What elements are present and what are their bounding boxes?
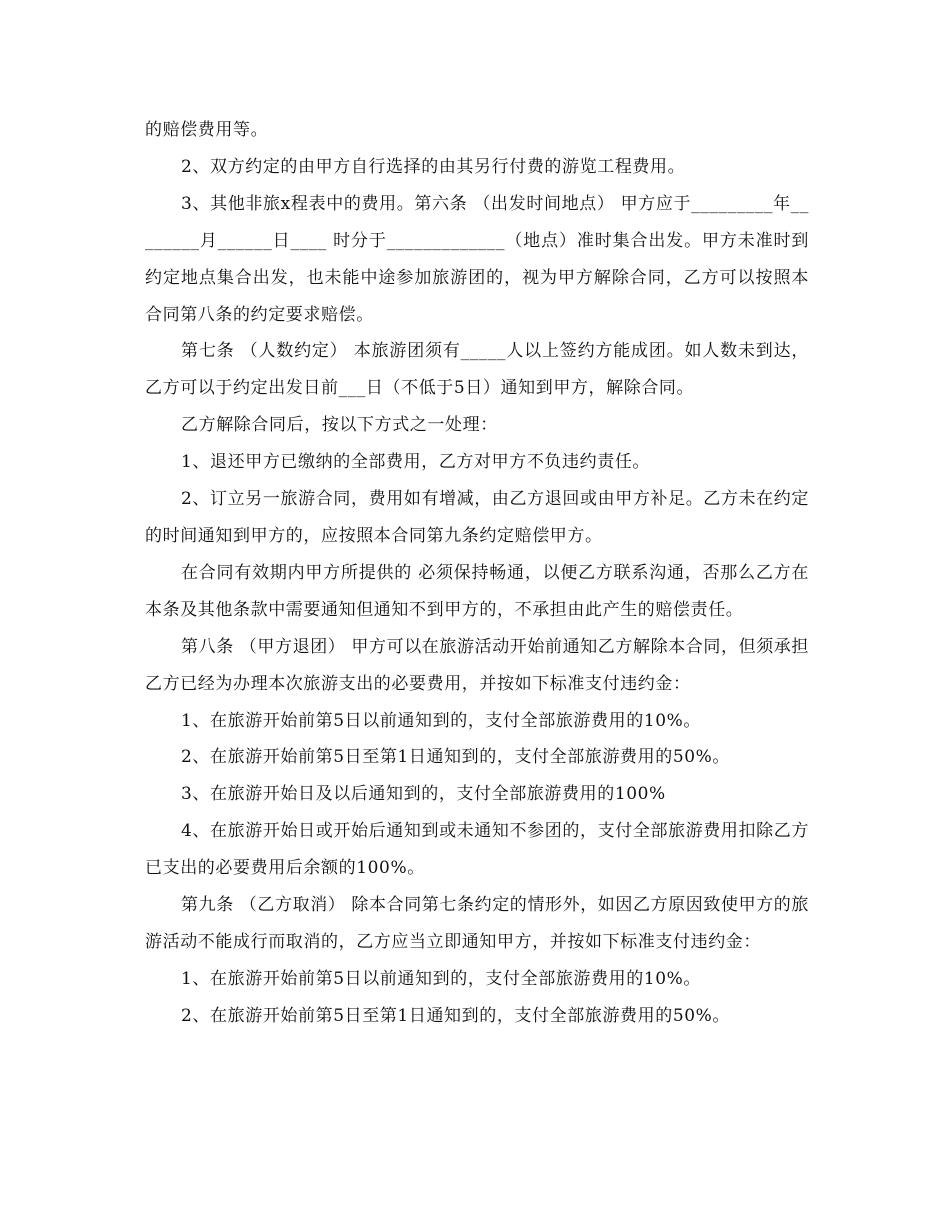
- paragraph-withdrawal-rate-3: 3、在旅游开始日及以后通知到的，支付全部旅游费用的100%: [181, 784, 666, 805]
- paragraph-article-9-cancellation: 第九条 （乙方取消） 除本合同第七条约定的情形外，如因乙方原因致使甲方的旅游活动不能成行而取消的，乙方应当立即通知甲方，并按如下标准支付违约金：: [145, 895, 810, 952]
- paragraph-withdrawal-rate-2: 2、在旅游开始前第5日至第1日通知到的，支付全部旅游费用的50%。: [181, 747, 731, 768]
- paragraph-optional-tour-fees: 2、双方约定的由甲方自行选择的由其另行付费的游览工程费用。: [181, 156, 686, 177]
- paragraph-withdrawal-rate-1: 1、在旅游开始前第5日以前通知到的，支付全部旅游费用的10%。: [181, 710, 702, 731]
- paragraph-full-refund: 1、退还甲方已缴纳的全部费用，乙方对甲方不负违约责任。: [181, 452, 651, 473]
- paragraph-contact-requirement: 在合同有效期内甲方所提供的 必须保持畅通，以便乙方联系沟通，否那么乙方在本条及其他条款中需要通知但通知不到甲方的，不承担由此产生的赔偿责任。: [145, 562, 809, 620]
- paragraph-article-7-group-size: 第七条 （人数约定） 本旅游团须有_____人以上签约方能成团。如人数未到达，乙方可以于约定出发日前___日（不低于5日）通知到甲方，解除合同。: [145, 341, 809, 399]
- paragraph-cancellation-rate-2: 2、在旅游开始前第5日至第1日通知到的，支付全部旅游费用的50%。: [181, 1005, 731, 1026]
- document-body: [145, 112, 809, 1035]
- paragraph-article-6-departure: 3、其他非旅x程表中的费用。第六条 （出发时间地点） 甲方应于_________年________月______日____ 时分于_____________（地点）准时集合出发。甲方未准时到约定地点集合出发，也未能中途参加旅游团的，视为甲方解除合同，乙方可以按照本合同第八条的约定要求赔偿。: [145, 193, 809, 325]
- paragraph-article-8-withdrawal: 第八条 （甲方退团） 甲方可以在旅游活动开始前通知乙方解除本合同，但须承担乙方已经为办理本次旅游支出的必要费用，并按如下标准支付违约金：: [145, 636, 810, 694]
- paragraph-new-contract: 2、订立另一旅游合同，费用如有增减，由乙方退回或由甲方补足。乙方未在约定的时间通知到甲方的，应按照本合同第九条约定赔偿甲方。: [145, 489, 809, 546]
- paragraph-cancellation-handling: 乙方解除合同后，按以下方式之一处理：: [181, 415, 498, 436]
- paragraph-cancellation-rate-1: 1、在旅游开始前第5日以前通知到的，支付全部旅游费用的10%。: [181, 968, 702, 989]
- paragraph-compensation-fees-end: 的赔偿费用等。: [145, 120, 269, 140]
- paragraph-withdrawal-rate-4: 4、在旅游开始日或开始后通知到或未通知不参团的，支付全部旅游费用扣除乙方已支出的必要费用后余额的100%。: [145, 821, 809, 879]
